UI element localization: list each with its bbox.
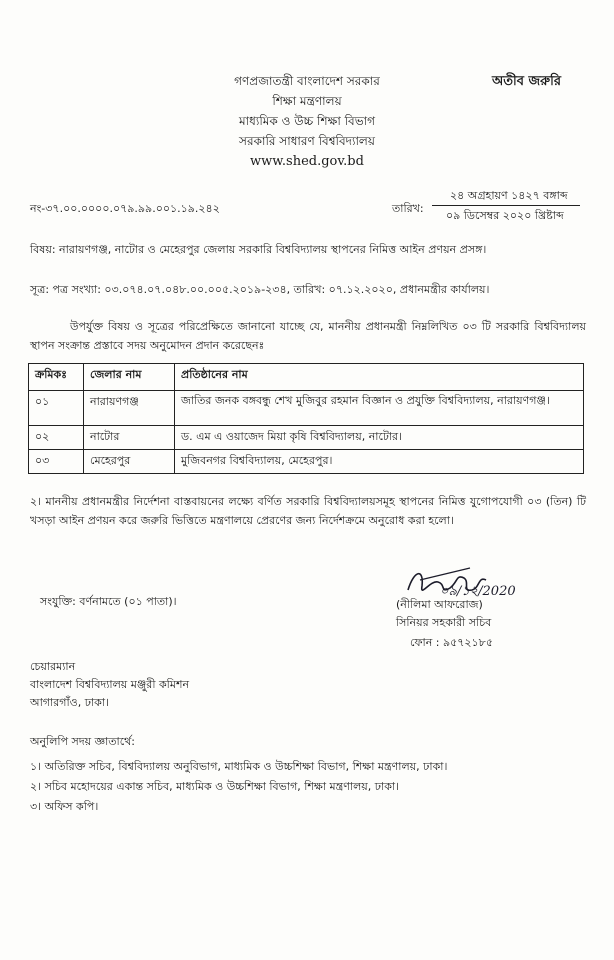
header-serial: ক্রমিকঃ	[29, 364, 84, 391]
row-district: নারায়ণগঞ্জ	[84, 391, 175, 426]
row-serial: ০২	[29, 426, 84, 450]
directive-paragraph: ২। মাননীয় প্রধানমন্ত্রীর নির্দেশনা বাস্তবায়নের লক্ষ্যে বর্ণিত সরকারি বিশ্ববিদ্যালয়সমূহ স্থাপনের নিমিত্ত যুগোপযোগী ০৩ (তিন) টি খসড়া আইন প্রণয়ন করে জরুরি ভিত্তিতে মন্ত্রণালয়ে প্রেরণের জন্য নির্দেশক্রমে অনুরোধ করা হলো।	[30, 495, 586, 527]
date-divider	[432, 205, 580, 206]
signatory-designation: সিনিয়র সহকারী সচিব	[396, 616, 492, 629]
row-institution: ড. এম এ ওয়াজেদ মিয়া কৃষি বিশ্ববিদ্যালয়, নাটোর।	[175, 426, 584, 450]
date-english: ০৯ ডিসেম্বর ২০২০ খ্রিষ্টাব্দ	[446, 209, 564, 222]
copy-item: ২। সচিব মহোদয়ের একান্ত সচিব, মাধ্যমিক ও উচ্চশিক্ষা বিভাগ, শিক্ষা মন্ত্রণালয়, ঢাকা।	[30, 780, 400, 793]
recipient-title: চেয়ারম্যান	[30, 660, 76, 673]
row-district: নাটোর	[84, 426, 175, 450]
header-institution: প্রতিষ্ঠানের নাম	[175, 364, 584, 391]
row-serial: ০১	[29, 391, 84, 426]
row-institution: জাতির জনক বঙ্গবন্ধু শেখ মুজিবুর রহমান বিজ্ঞান ও প্রযুক্তি বিশ্ববিদ্যালয়, নারায়ণগঞ্জ।	[175, 391, 584, 426]
attachment-note: সংযুক্তি: বর্ণনামতে (০১ পাতা)।	[40, 595, 177, 608]
wing-name: সরকারি সাধারণ বিশ্ববিদ্যালয়	[239, 134, 375, 148]
ministry-name: শিক্ষা মন্ত্রণালয়	[272, 94, 342, 108]
header-district: জেলার নাম	[84, 364, 175, 391]
signatory-phone: ফোন : ৯৫৭২১৮৫	[410, 636, 493, 649]
government-name: গণপ্রজাতন্ত্রী বাংলাদেশ সরকার	[234, 74, 380, 88]
table-row	[29, 450, 584, 474]
university-table	[28, 363, 584, 474]
reference-line: সূত্র: পত্র সংখ্যা: ০৩.০৭৪.০৭.০৪৮.০০.০০৫.২০১৯-২৩৪, তারিখ: ০৭.১২.২০২০, প্রধানমন্ত্রীর কার্যালয়।	[30, 283, 490, 296]
date-bangla: ২৪ অগ্রহায়ণ ১৪২৭ বঙ্গাব্দ	[450, 189, 568, 202]
row-district: মেহেরপুর	[84, 450, 175, 474]
memo-number: নং-৩৭.০০.০০০০.০৭৯.৯৯.০০১.১৯.২৪২	[30, 202, 220, 215]
intro-paragraph: উপর্যুক্ত বিষয় ও সূত্রের পরিপ্রেক্ষিতে জানানো যাচ্ছে যে, মাননীয় প্রধানমন্ত্রী নিম্নলিখিত ০৩ টি সরকারি বিশ্ববিদ্যালয় স্থাপন সংক্রান্ত প্রস্তাবে সদয় অনুমোদন প্রদান করেছেনঃ	[30, 320, 586, 352]
copy-item: ১। অতিরিক্ত সচিব, বিশ্ববিদ্যালয় অনুবিভাগ, মাধ্যমিক ও উচ্চশিক্ষা বিভাগ, শিক্ষা মন্ত্রণালয়, ঢাকা।	[30, 760, 448, 773]
subject-line: বিষয়: নারায়ণগঞ্জ, নাটোর ও মেহেরপুর জেলায় সরকারি বিশ্ববিদ্যালয় স্থাপনের নিমিত্ত আইন প্রণয়ন প্রসঙ্গ।	[30, 243, 487, 256]
copy-item: ৩। অফিস কপি।	[30, 800, 99, 813]
row-institution: মুজিবনগর বিশ্ববিদ্যালয়, মেহেরপুর।	[175, 450, 584, 474]
table-row	[29, 391, 584, 426]
copy-heading: অনুলিপি সদয় জ্ঞাতার্থে:	[30, 735, 135, 748]
table-header-row	[29, 364, 584, 391]
table-row	[29, 426, 584, 450]
urgency-label: অতীব জরুরি	[492, 74, 561, 89]
recipient-address: আগারগাঁও, ঢাকা।	[30, 696, 110, 709]
signature-date: ০৯/১২/2020	[440, 584, 516, 599]
signatory-name: (নীলিমা আফরোজ)	[396, 598, 483, 611]
date-label: তারিখ:	[392, 202, 424, 215]
website-link: www.shed.gov.bd	[250, 154, 364, 169]
row-serial: ০৩	[29, 450, 84, 474]
division-name: মাধ্যমিক ও উচ্চ শিক্ষা বিভাগ	[238, 114, 376, 128]
recipient-org: বাংলাদেশ বিশ্ববিদ্যালয় মঞ্জুরী কমিশন	[30, 678, 190, 691]
